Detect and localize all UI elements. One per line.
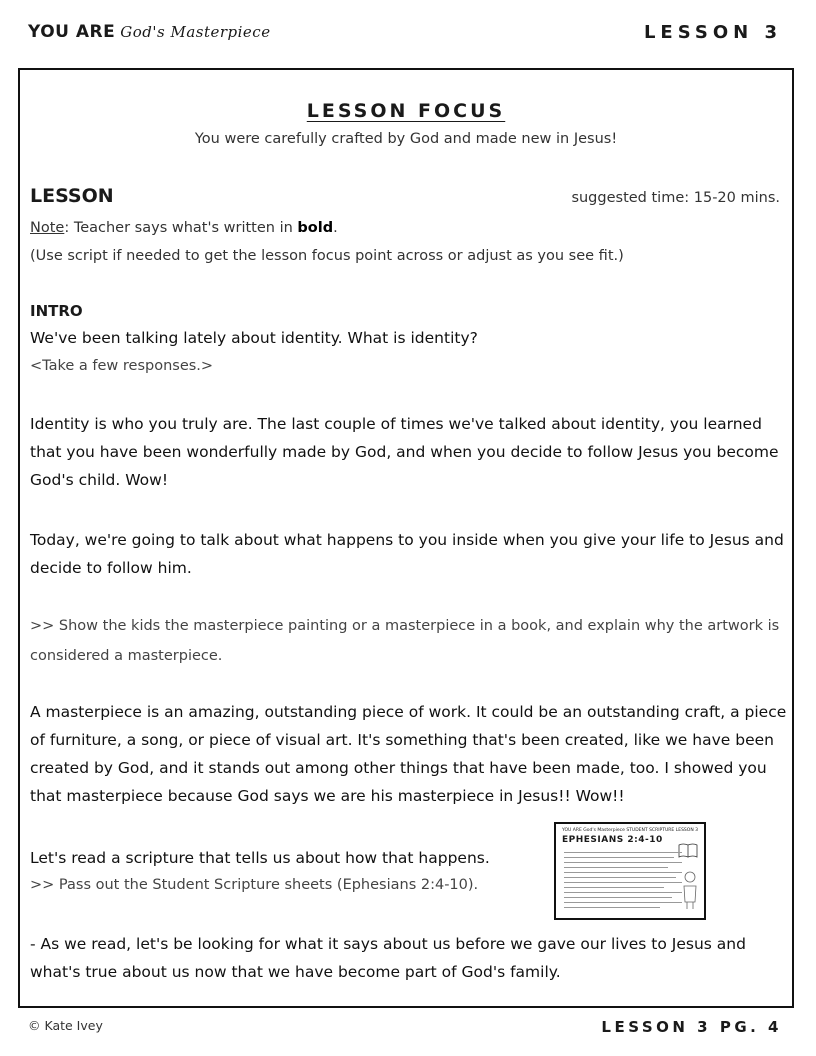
as-we-read-paragraph: - As we read, let's be looking for what it says about us before we gave our lives to Jesus and what's true about us now that we have become part of God's family.: [30, 935, 746, 981]
suggested-time: suggested time: 15-20 mins.: [571, 190, 780, 206]
today-paragraph: Today, we're going to talk about what happens to you inside when you give your life to Jesus and decide to follow him.: [30, 531, 784, 577]
copyright: © Kate Ivey: [28, 1018, 103, 1033]
thumb-brand: YOU ARE God's Masterpiece: [562, 828, 625, 833]
script-note: (Use script if needed to get the lesson focus point across or adjust as you see fit.): [30, 248, 624, 264]
lesson-heading: LESSON: [30, 185, 114, 207]
identity-paragraph: Identity is who you truly are. The last couple of times we've talked about identity, you learned that you have been wonderfully made by God, and when you decide to follow Jesus you become God's child. Wow!: [30, 415, 779, 489]
child-figure-icon: [681, 870, 699, 910]
show-masterpiece-instruction: >> Show the kids the masterpiece painting or a masterpiece in a book, and explain why the artwork is considered a masterpiece.: [30, 618, 780, 664]
thumb-label: STUDENT SCRIPTURE: [626, 828, 675, 833]
masterpiece-paragraph: A masterpiece is an amazing, outstanding piece of work. It could be an outstanding craft, a piece of furniture, a song, or piece of visual art. It's something that's been created, like we have been created by God, and it stands out among other things that have been made, too. I showed you that masterpiece because God says we are his masterpiece in Jesus!! Wow!!: [30, 703, 787, 805]
read-scripture-line: Let's read a scripture that tells us about how that happens.: [30, 849, 490, 867]
take-responses: <Take a few responses.>: [30, 358, 214, 374]
brand-bold: YOU ARE: [28, 22, 116, 42]
open-book-icon: [678, 842, 698, 858]
brand-script: God's Masterpiece: [120, 23, 271, 41]
note-text: : Teacher says what's written in: [64, 220, 298, 236]
intro-question: We've been talking lately about identity. What is identity?: [30, 329, 478, 347]
page-number: LESSON 3 PG. 4: [601, 1018, 782, 1036]
teacher-note: [30, 220, 338, 236]
note-bold: bold: [297, 220, 334, 236]
student-scripture-thumbnail: [554, 822, 706, 920]
intro-heading: INTRO: [30, 302, 83, 320]
thumb-lesson: LESSON 3: [675, 828, 698, 833]
pass-out-instruction: >> Pass out the Student Scripture sheets (Ephesians 2:4-10).: [30, 877, 479, 893]
brand-title: [28, 22, 271, 42]
note-end: .: [333, 220, 338, 236]
note-label: Note: [30, 220, 65, 236]
lesson-label: LESSON 3: [643, 22, 782, 43]
lesson-frame: [18, 68, 794, 1008]
thumb-title: EPHESIANS 2:4-10: [562, 835, 663, 845]
lesson-focus-subtitle: You were carefully crafted by God and made new in Jesus!: [194, 131, 618, 147]
lesson-focus-title: LESSON FOCUS: [306, 100, 506, 122]
